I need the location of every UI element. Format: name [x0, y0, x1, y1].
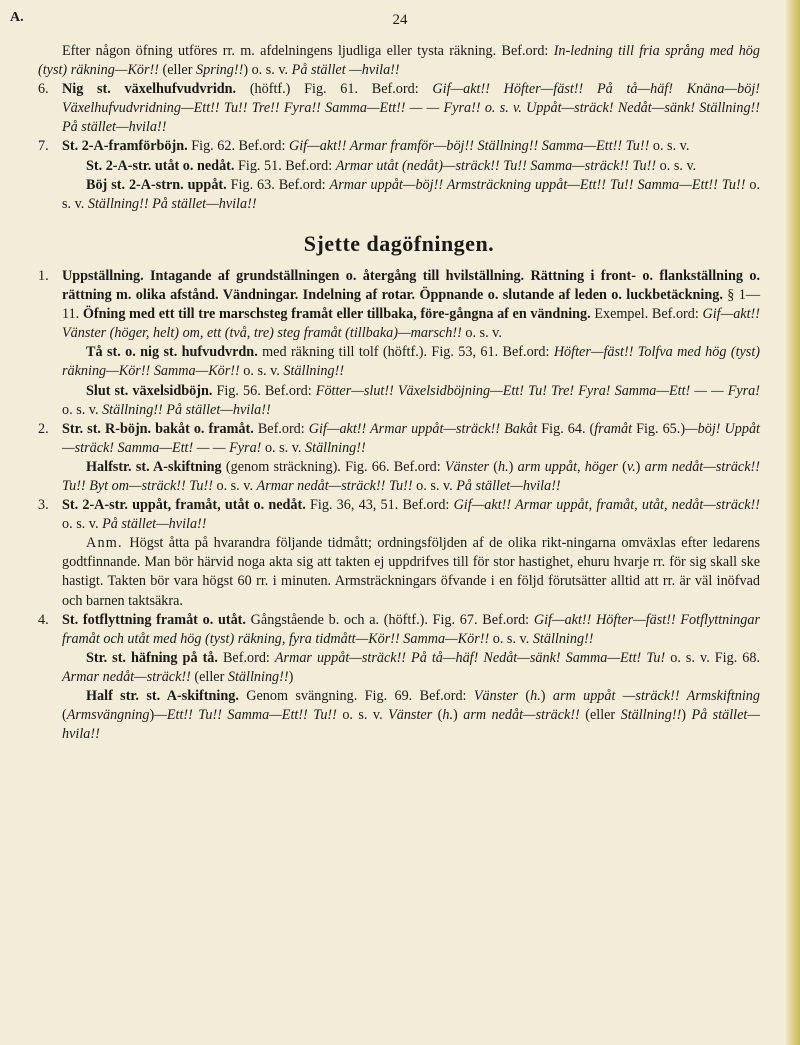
exercise-title: Half str. st. A-skiftning.: [86, 688, 247, 704]
command-text: På stället—hvila!!: [102, 516, 207, 533]
text-run: § 1—11.: [62, 287, 761, 323]
command-text: h.: [530, 688, 541, 704]
text-run: o. s. v.: [342, 707, 389, 724]
exercise-title: Slut st. växelsidböjn.: [86, 382, 217, 399]
exercise-continuation: [38, 157, 760, 176]
section-heading: Sjette dagöfningen.: [303, 230, 495, 256]
exercise-title: Str. st. häfning på tå.: [86, 649, 223, 666]
command-text: Ställning!! På stället—hvila!!: [102, 401, 271, 418]
text-run: o. s. v.: [62, 401, 103, 418]
command-text: Ställning!!: [532, 630, 594, 647]
text-run: o. s. v.: [465, 325, 502, 342]
text-run: (eller: [585, 707, 621, 724]
command-text: Armar nedåt—sträck!!: [62, 668, 195, 685]
exercise-title: Nig st. växelhufvudvridn.: [62, 81, 250, 98]
text-run: o. s. v.: [62, 516, 103, 533]
command-text: —böj! Uppåt—sträck! Samma—Ett! — — Fyra!: [62, 420, 761, 456]
item-number: 4.: [38, 611, 49, 628]
exercise-continuation: [38, 458, 760, 496]
exercise-title: Uppställning. Intagande af grundställningen o. återgång till hvilställning. Rättning i front- o. flankställning o. rättning m. olika afstånd. Vändningar. Indelning af rotar. Öppnande o. slutande af leden o. luckbetäckning.: [62, 267, 760, 304]
command-text: Gif—akt!! Vänster (höger, helt) om, ett (två, tre) steg framåt (tillbaka)—marsch!!: [62, 306, 760, 342]
text-run: (: [525, 688, 531, 704]
command-text: Vänster: [388, 707, 438, 724]
command-text: In-ledning till fria språng med hög (tyst) räkning—Kör!!: [38, 43, 760, 79]
exercise-item: [38, 611, 760, 649]
text-run: ): [540, 688, 553, 704]
exercise-title: St. 2-A-str. utåt o. nedåt.: [86, 157, 238, 174]
text-run: Fig. 36, 43, 51. Bef.ord:: [310, 497, 454, 514]
exercise-title: St. 2-A-str. uppåt, framåt, utåt o. nedåt.: [62, 497, 310, 514]
command-text: Gif—akt!! Höfter—fäst!! Fotflyttningar framåt och utåt med hög (tyst) räkning, fyra tidmått—Kör!! Samma—Kör!!: [62, 611, 760, 647]
exercise-item: [38, 496, 760, 534]
command-text: h.: [497, 458, 509, 475]
command-text: Armar uppåt—sträck!! På tå—häf! Nedåt—sänk! Samma—Ett! Tu!: [274, 649, 671, 666]
text-run: ) o. s. v.: [243, 62, 292, 79]
text-run: Anm.: [86, 535, 130, 552]
text-run: o. s. v.: [264, 439, 306, 456]
command-text: På stället—hvila!!: [456, 477, 561, 494]
command-text: Ställning!! På stället—hvila!!: [87, 195, 257, 212]
text-run: Fig. 51. Bef.ord:: [238, 157, 336, 174]
text-run: Fig. 56. Bef.ord:: [216, 382, 316, 399]
text-run: Högst åtta på hvarandra följande tidmått; ordningsföljden af de olika rikt-ningarna omväxlas efter ledarens godtfinnande. Man bör härvid noga akta sig att takten ej uppdrifves till för stor hastighet, ehuru hvarje rr. för sig skall ske hastigt. Takten bör vara högst 60 rr. i minuten. Armsträckningars öfvande i en följd förutsätter alltid att rr. är väl inöfvad och barnen taktsäkra.: [62, 535, 760, 609]
exercise-list-fifth-day: [38, 80, 760, 214]
text-run: o. s. v.: [659, 157, 697, 174]
item-number: 7.: [38, 138, 49, 155]
text-run: Bef.ord:: [222, 649, 275, 666]
command-text: Höfter—fäst!! Tolfva med hög (tyst) räkning—Kör!! Samma—Kör!!: [62, 344, 760, 380]
command-text: Gif—akt!! Höfter—fäst!! På tå—häf! Knäna—böj! Växelhufvudvridning—Ett!! Tu!! Tre!! Fyra!! Samma—Ett!! — — Fyra!! o. s. v. Uppåt—sträck! Nedåt—sänk! Ställning!! På stället—hvila!!: [62, 81, 760, 136]
command-text: arm nedåt—sträck!! Tu!! Byt om—sträck!! Tu!!: [62, 458, 760, 494]
command-text: Gif—akt!! Armar uppåt, framåt, utåt, nedåt—sträck!!: [453, 497, 760, 514]
text-run: (: [622, 458, 627, 475]
command-text: Gif—akt!! Armar uppåt—sträck!! Bakåt: [308, 420, 542, 437]
text-run: Fig. 62. Bef.ord:: [191, 138, 289, 155]
command-text: —Ett!! Tu!! Samma—Ett!! Tu!!: [154, 707, 343, 724]
text-run: o. s. v.: [62, 176, 760, 212]
text-run: o. s. v.: [492, 630, 533, 647]
text-run: Bef.ord:: [257, 420, 309, 437]
command-text: arm uppåt —sträck!! Armskiftning: [552, 688, 760, 704]
text-run: o. s. v.: [243, 363, 284, 380]
exercise-title: St. 2-A-framförböjn.: [62, 138, 192, 155]
command-text: På stället—hvila!!: [62, 707, 760, 743]
intro-paragraph: [38, 42, 760, 80]
text-run: Gångstående b. och a. (höftf.). Fig. 67. Bef.ord:: [250, 611, 534, 628]
command-text: arm uppåt, höger: [517, 458, 623, 475]
text-run: (höftf.) Fig. 61. Bef.ord:: [249, 81, 433, 98]
exercise-item: [38, 267, 760, 343]
exercise-item: [38, 420, 760, 458]
command-text: Ställning!!: [305, 439, 366, 456]
exercise-title: Halfstr. st. A-skiftning: [86, 458, 226, 475]
text-run: med räkning till tolf (höftf.). Fig. 53, 61. Bef.ord:: [262, 344, 554, 361]
text-run: ): [288, 668, 294, 685]
command-text: Ställning!!: [620, 707, 682, 724]
text-run: (: [62, 707, 67, 724]
page-edge: [786, 0, 800, 1045]
text-run: o. s. v.: [216, 477, 257, 494]
text-run: ): [681, 707, 692, 724]
exercise-continuation: [38, 649, 760, 687]
text-run: Fig. 63. Bef.ord:: [230, 176, 330, 193]
text-run: o. s. v.: [652, 138, 690, 155]
text-run: o. s. v.: [416, 477, 457, 494]
command-text: Spring!!: [196, 62, 244, 79]
exercise-continuation: [38, 343, 760, 381]
exercise-title: Tå st. o. nig st. hufvudvrdn.: [86, 344, 263, 361]
exercise-continuation: [38, 382, 760, 420]
item-number: 2.: [38, 420, 49, 437]
text-run: Exempel. Bef.ord:: [594, 306, 703, 323]
text-run: Fig. 65.): [636, 420, 686, 437]
command-text: v.: [626, 458, 636, 475]
text-run: Efter någon öfning utföres rr. m. afdelningens ljudliga eller tysta räkning. Bef.ord:: [62, 43, 554, 59]
command-text: Vänster: [444, 458, 494, 475]
exercise-title: St. fotflyttning framåt o. utåt.: [62, 611, 251, 628]
exercise-continuation: [38, 687, 760, 744]
command-text: Gif—akt!! Armar framför—böj!! Ställning!! Samma—Ett!! Tu!!: [288, 138, 653, 155]
command-text: Vänster: [473, 688, 526, 704]
text-run: (genom sträckning). Fig. 66. Bef.ord:: [225, 458, 445, 475]
corner-mark: A.: [10, 10, 24, 25]
text-run: (: [493, 458, 498, 475]
item-number: 3.: [38, 497, 49, 514]
command-text: Fötter—slut!! Växelsidböjning—Ett! Tu! Tre! Fyra! Samma—Ett! — — Fyra!: [315, 382, 760, 399]
command-text: Armar utåt (nedåt)—sträck!! Tu!! Samma—sträck!! Tu!!: [335, 157, 660, 174]
command-text: På stället —hvila!!: [291, 62, 400, 79]
page-number: 24: [392, 12, 408, 28]
command-text: Ställning!!: [283, 363, 345, 380]
text-run: Genom svängning. Fig. 69. Bef.ord:: [246, 688, 474, 704]
exercise-title: Böj st. 2-A-strn. uppåt.: [86, 176, 231, 193]
exercise-title: Str. st. R-böjn. bakåt o. framåt.: [62, 420, 258, 437]
text-run: ): [453, 707, 464, 724]
text-run: ): [635, 458, 645, 475]
item-number: 1.: [38, 267, 49, 284]
exercise-title: Öfning med ett till tre marschsteg framåt eller tillbaka, före-gångna af en vändning.: [82, 306, 595, 323]
exercise-item: [38, 137, 760, 156]
command-text: Ställning!!: [227, 668, 289, 685]
text-run: (: [437, 707, 443, 724]
text-run: ): [149, 707, 155, 724]
command-text: Armsvängning: [66, 707, 150, 724]
text-run: Fig. 64. (: [541, 420, 595, 437]
item-number: 6.: [38, 81, 49, 98]
text-run: ): [508, 458, 518, 475]
page-body: [38, 42, 760, 744]
command-text: Armar nedåt—sträck!! Tu!!: [256, 477, 417, 494]
command-text: Armar uppåt—böj!! Armsträckning uppåt—Ett!! Tu!! Samma—Ett!! Tu!!: [329, 176, 750, 193]
command-text: h.: [442, 707, 454, 724]
text-run: o. s. v. Fig. 68.: [670, 649, 761, 666]
exercise-item: [38, 80, 760, 137]
exercise-list-sixth-day: [38, 267, 760, 744]
command-text: framåt: [594, 420, 637, 437]
exercise-continuation: [38, 176, 760, 214]
text-run: (eller: [162, 62, 197, 79]
command-text: arm nedåt—sträck!!: [463, 707, 586, 724]
remark-paragraph: [38, 534, 760, 610]
text-run: (eller: [194, 668, 228, 685]
